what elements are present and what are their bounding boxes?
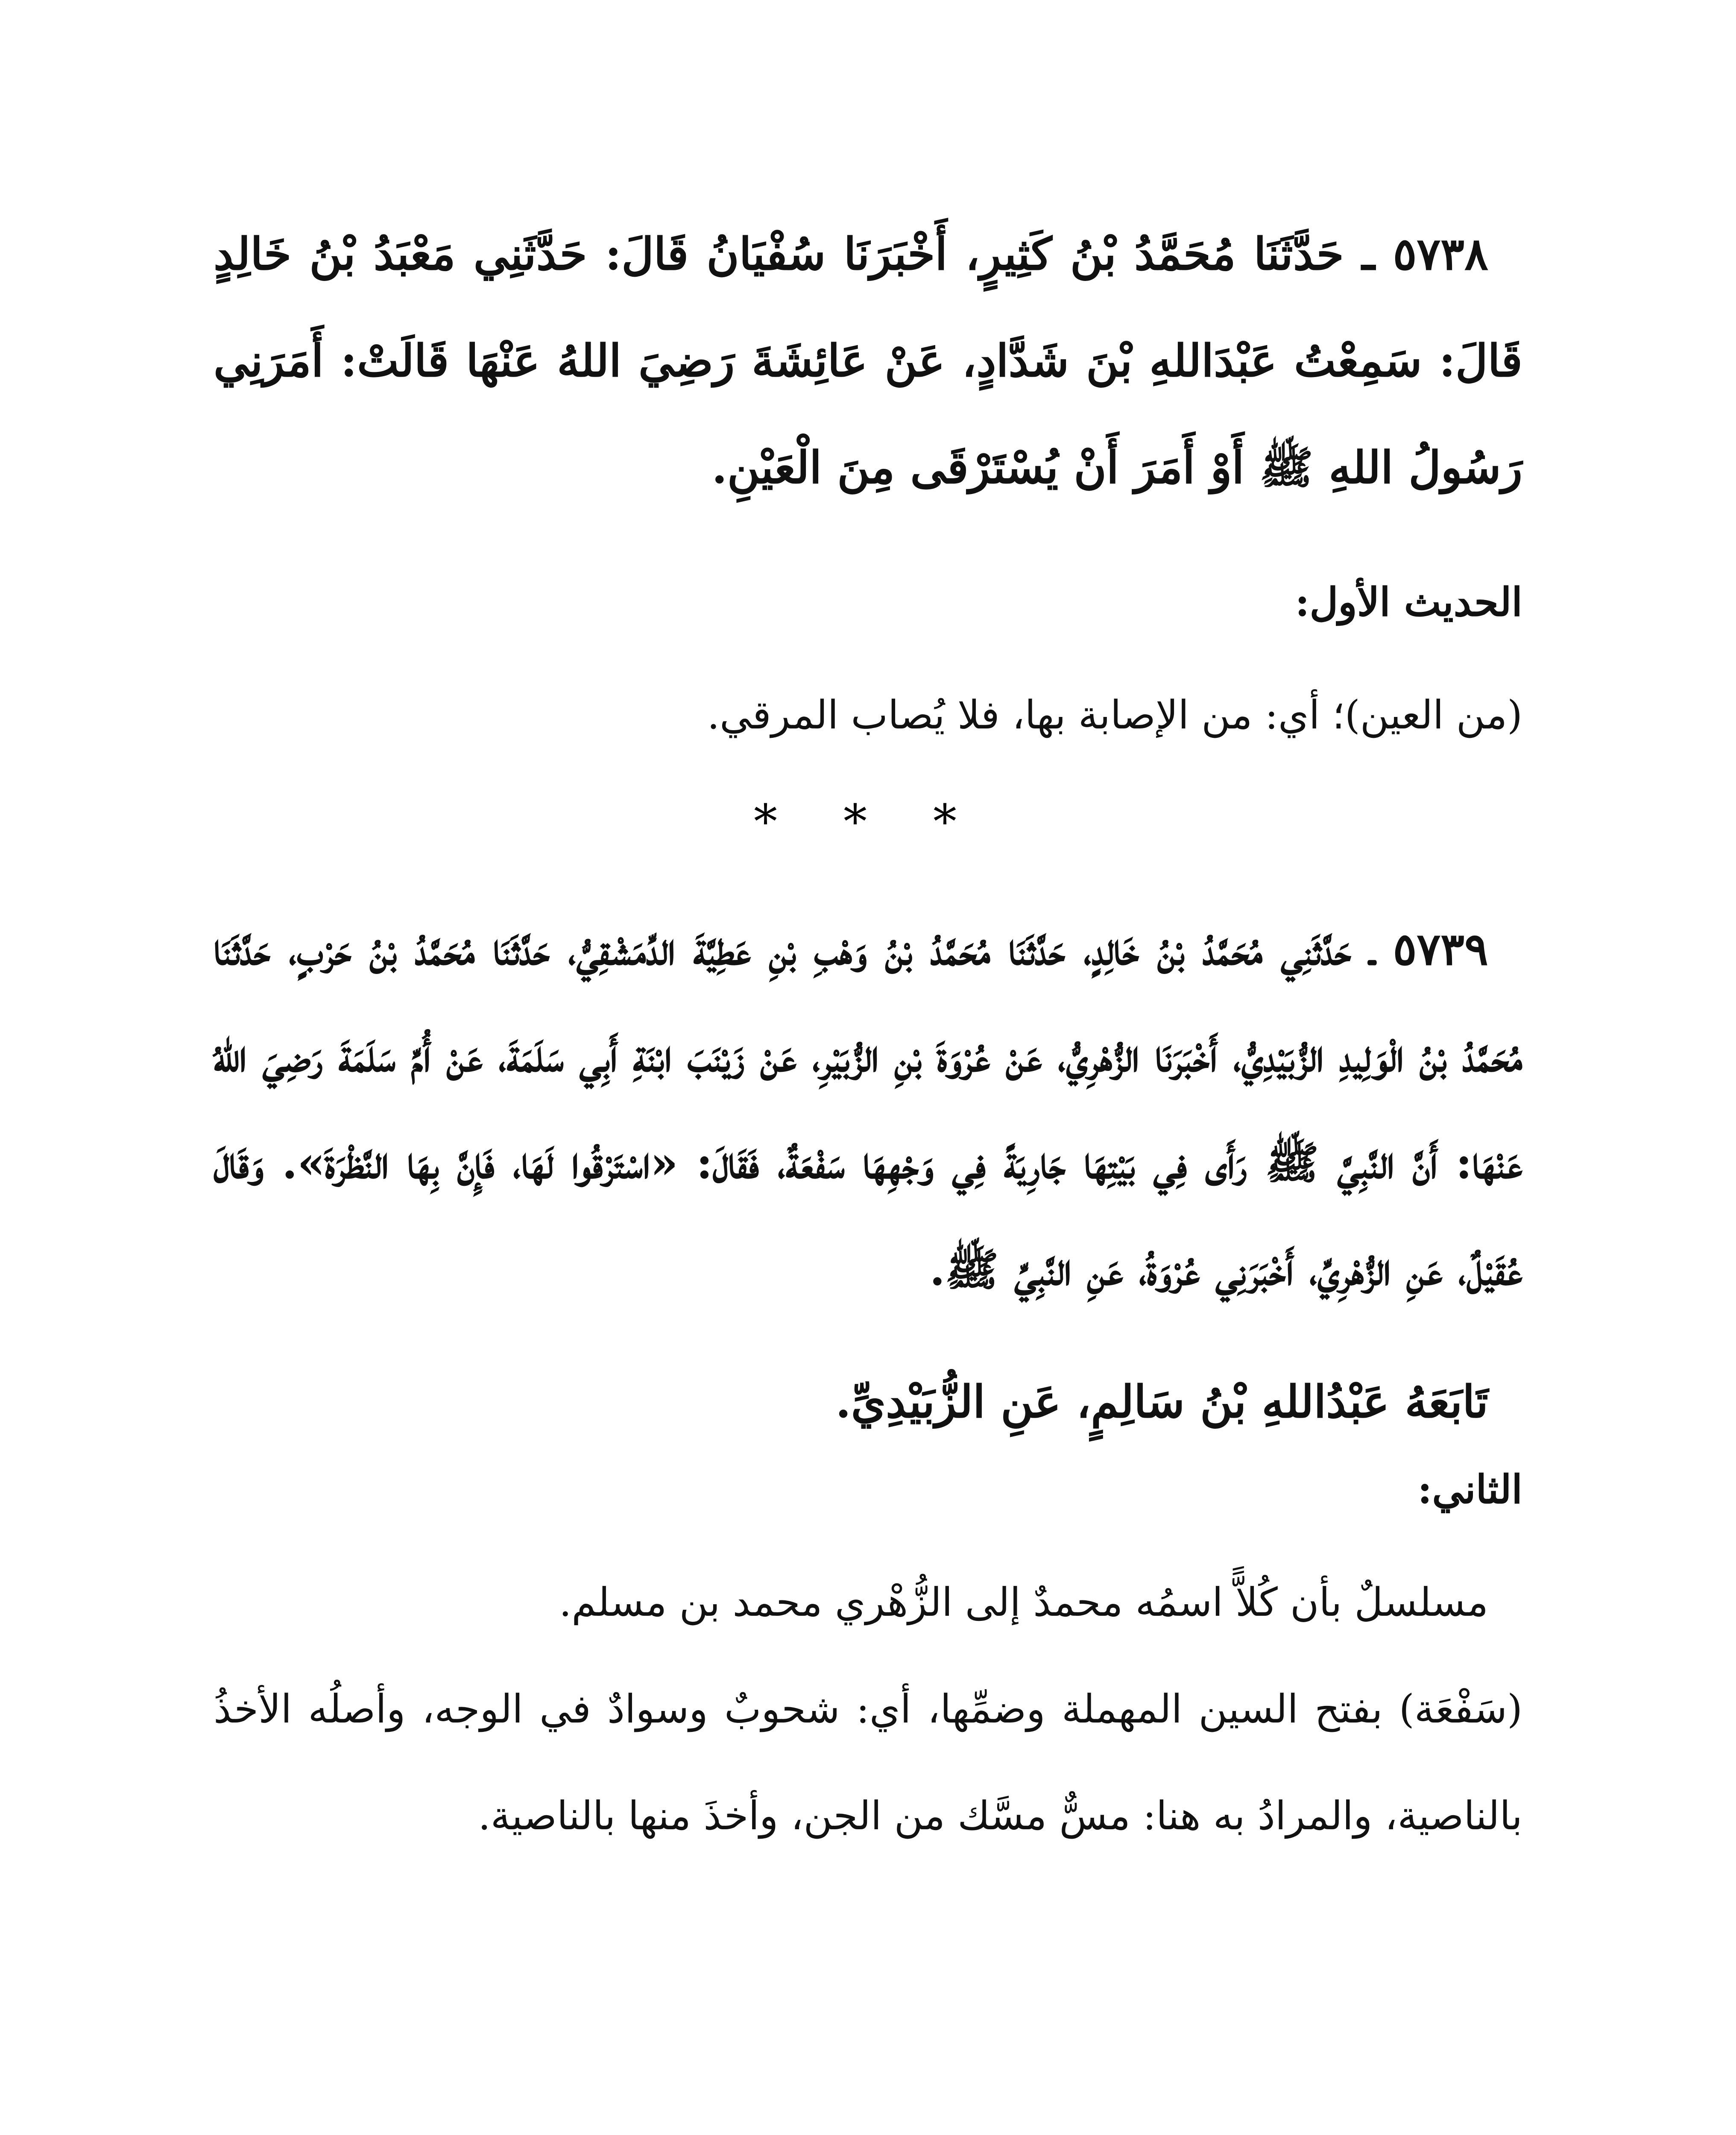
hadith-5739-mutaba: تَابَعَهُ عَبْدُاللهِ بْنُ سَالِمٍ، عَنِ الزُّبَيْدِيِّ. xyxy=(835,1375,1488,1428)
commentary-2-line1: مسلسلٌ بأن كُلاًّ اسمُه محمدٌ إلى الزُّهْري محمد بن مسلم. xyxy=(559,1579,1488,1625)
page-content xyxy=(214,201,1522,1869)
commentary-1-text: (من العين)؛ أي: من الإصابة بها، فلا يُصاب المرقي. xyxy=(707,692,1522,738)
commentary-1-heading: الحديث الأول: xyxy=(1295,579,1522,625)
commentary-2-line2: (سَفْعَة) بفتح السين المهملة وضمِّها، أي: شحوبٌ وسوادٌ في الوجه، وأصلُه الأخذُ بالناصية، والمرادُ به هنا: مسٌّ مسَّك من الجن، وأخذَ منها بالناصية. xyxy=(214,1686,1522,1839)
commentary-2-heading: الثاني: xyxy=(1417,1466,1522,1512)
hadith-5739-text: ٥٧٣٩ ـ حَدَّثَنِي مُحَمَّدُ بْنُ خَالِدٍ، حَدَّثَنَا مُحَمَّدُ بْنُ وَهْبِ بْنِ عَطِيَّةَ الدِّمَشْقِيُّ، حَدَّثَنَا مُحَمَّدُ بْنُ حَرْبٍ، حَدَّثَنَا مُحَمَّدُ بْنُ الْوَلِيدِ الزُّبَيْدِيُّ، أَخْبَرَنَا الزُّهْرِيُّ، عَنْ عُرْوَةَ بْنِ الزُّبَيْرِ، عَنْ زَيْنَبَ ابْنَةِ أَبِي سَلَمَةَ، عَنْ أُمِّ سَلَمَةَ رَضِيَ اللهُ عَنْهَا: أَنَّ النَّبِيَّ ﷺ رَأَى فِي بَيْتِهَا جَارِيَةً فِي وَجْهِهَا سَفْعَةٌ، فَقَالَ: «اسْتَرْقُوا لَهَا، فَإِنَّ بِهَا النَّظْرَةَ». وَقَالَ عُقَيْلٌ، عَنِ الزُّهْرِيِّ، أَخْبَرَنِي عُرْوَةُ، عَنِ النَّبِيِّ ﷺ. xyxy=(214,923,1522,1296)
section-separator: * * * xyxy=(754,794,982,849)
hadith-5738-text: ٥٧٣٨ ـ حَدَّثَنَا مُحَمَّدُ بْنُ كَثِيرٍ، أَخْبَرَنَا سُفْيَانُ قَالَ: حَدَّثَنِي مَعْبَدُ بْنُ خَالِدٍ قَالَ: سَمِعْتُ عَبْدَاللهِ بْنَ شَدَّادٍ، عَنْ عَائِشَةَ رَضِيَ اللهُ عَنْهَا قَالَتْ: أَمَرَنِي رَسُولُ اللهِ ﷺ أَوْ أَمَرَ أَنْ يُسْتَرْقَى مِنَ الْعَيْنِ. xyxy=(214,228,1523,494)
